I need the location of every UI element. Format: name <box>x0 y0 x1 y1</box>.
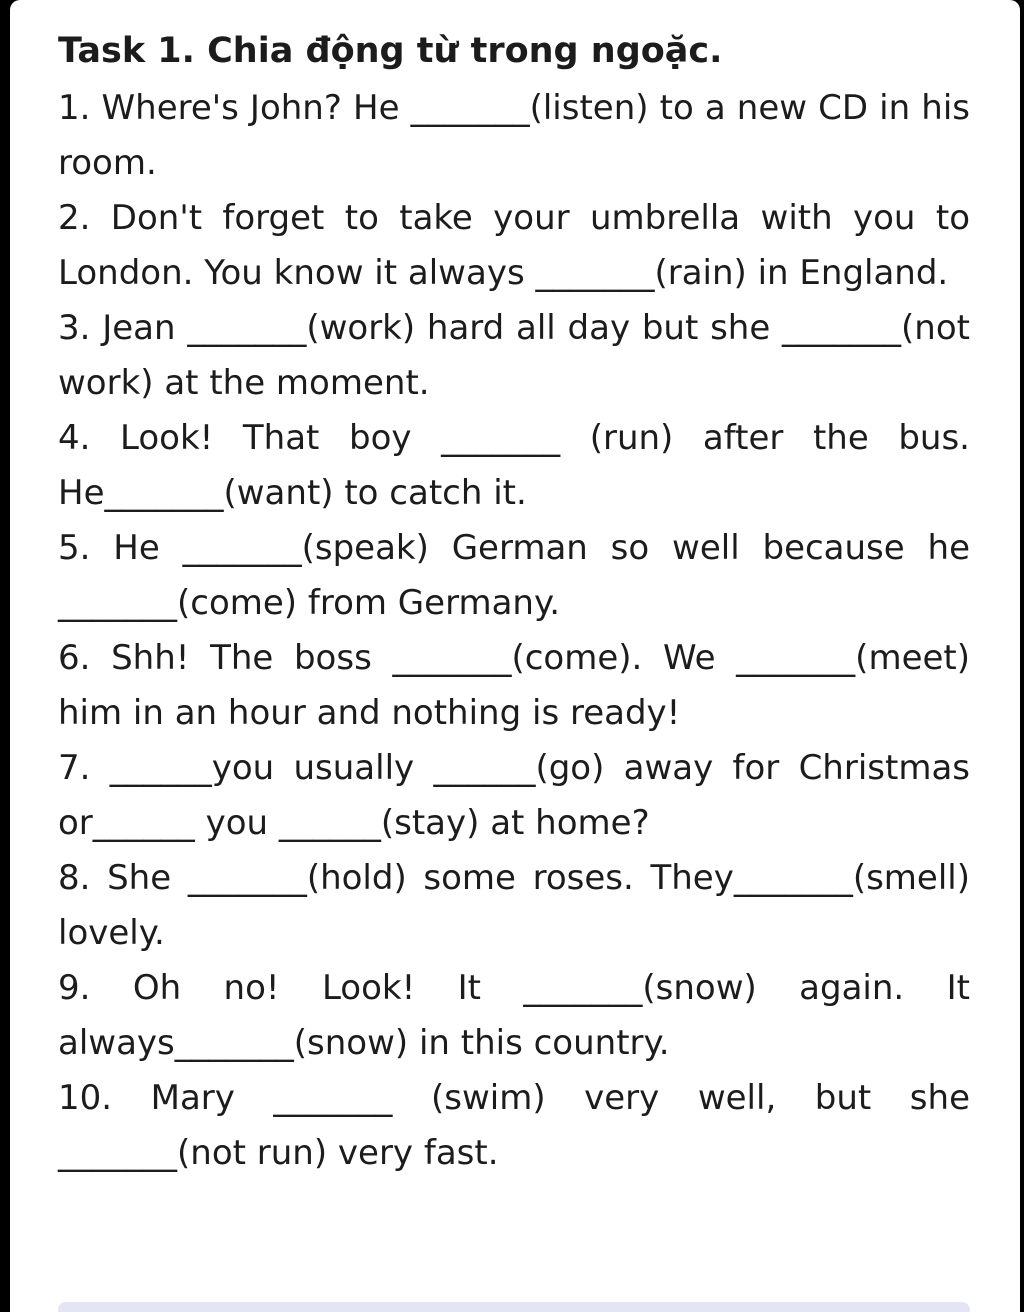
worksheet-content <box>58 22 970 1181</box>
exercise-7: 7. ______you usually ______(go) away for Christmas or______ you ______(stay) at home? <box>58 748 970 843</box>
exercise-8: 8. She _______(hold) some roses. They_______(smell) lovely. <box>58 858 970 953</box>
exercise-6: 6. Shh! The boss _______(come). We _______(meet) him in an hour and nothing is ready! <box>58 638 970 733</box>
exercise-3: 3. Jean _______(work) hard all day but she _______(not work) at the moment. <box>58 308 970 403</box>
bottom-bar <box>58 1302 970 1312</box>
exercise-5: 5. He _______(speak) German so well because he _______(come) from Germany. <box>58 528 970 623</box>
exercise-1: 1. Where's John? He _______(listen) to a new CD in his room. <box>58 88 970 183</box>
exercise-9: 9. Oh no! Look! It _______(snow) again. It always_______(snow) in this country. <box>58 968 970 1063</box>
exercise-4: 4. Look! That boy _______ (run) after the bus. He_______(want) to catch it. <box>58 418 970 513</box>
task-title: Task 1. Chia động từ trong ngoặc. <box>58 31 723 71</box>
worksheet-page <box>10 0 1020 1312</box>
exercise-10: 10. Mary _______ (swim) very well, but she _______(not run) very fast. <box>58 1078 970 1173</box>
exercise-2: 2. Don't forget to take your umbrella with you to London. You know it always _______(rain) in England. <box>58 198 970 293</box>
